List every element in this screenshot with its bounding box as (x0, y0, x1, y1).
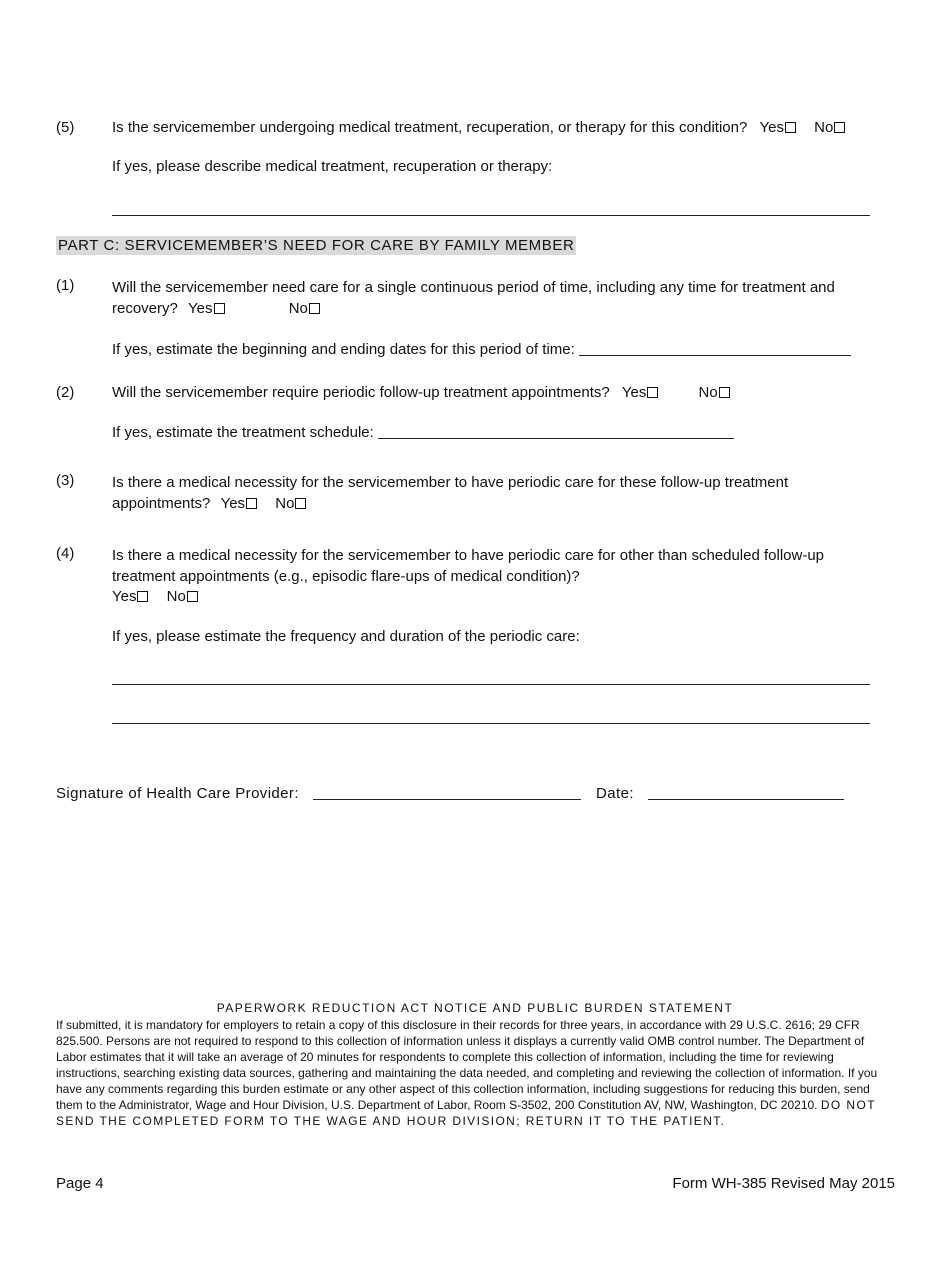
notice-text (56, 1017, 891, 1129)
q3-no[interactable] (275, 493, 306, 514)
q2-question-row (112, 384, 730, 401)
q2-schedule-line[interactable] (378, 438, 734, 439)
notice-body: If submitted, it is mandatory for employers to retain a copy of this disclosure in their records for three years, in accordance with 29 U.S.C. 2616; 29 CFR 825.500. Persons are not required to respond to this collection of information unless it displays a currently valid OMB control number. The Department of Labor estimates that it will take an average of 20 minutes for respondents to complete this collection of information, including the time for reviewing instructions, searching existing data sources, gathering and maintaining the data needed, and completing and reviewing the collection of information. If you have any comments regarding this burden estimate or any other aspect of this collection information, including suggestions for reducing this burden, send them to the Administrator, Wage and Hour Division, U.S. Department of Labor, Room S-3502, 200 Constitution AV, NW, Washington, DC 20210. (56, 1018, 878, 1112)
q3-number: (3) (56, 472, 75, 489)
no-checkbox[interactable] (187, 591, 198, 602)
q4-followup: If yes, please estimate the frequency and duration of the periodic care: (112, 628, 580, 645)
q2-number: (2) (56, 384, 75, 401)
item-5-question-row (112, 119, 845, 136)
q4-no[interactable] (167, 588, 198, 605)
no-checkbox[interactable] (834, 122, 845, 133)
item-5-answer-line[interactable] (112, 215, 870, 216)
yes-checkbox[interactable] (137, 591, 148, 602)
no-label: No (275, 495, 295, 512)
q2-followup-row (112, 424, 734, 441)
item-5-no[interactable] (814, 119, 845, 136)
notice-caps: DO NOT SEND THE COMPLETED FORM TO THE WAGE AND HOUR DIVISION; RETURN IT TO THE PATIENT. (56, 1098, 876, 1128)
q3-question-block (112, 472, 822, 514)
q4-yes[interactable] (112, 588, 148, 605)
q1-no[interactable] (289, 298, 320, 319)
q4-options (112, 588, 198, 605)
yes-checkbox[interactable] (246, 498, 257, 509)
q1-yes[interactable] (188, 298, 224, 319)
yes-label: Yes (188, 300, 213, 317)
form-id: Form WH-385 Revised May 2015 (672, 1175, 895, 1192)
q4-answer-line-1[interactable] (112, 684, 870, 685)
signature-label: Signature of Health Care Provider: (56, 785, 299, 802)
yes-checkbox[interactable] (647, 387, 658, 398)
q1-dates-line[interactable] (579, 355, 851, 356)
q1-number: (1) (56, 277, 75, 294)
q1-question: Will the servicemember need care for a single continuous period of time, including any time for treatment and recovery? (112, 279, 835, 317)
yes-checkbox[interactable] (214, 303, 225, 314)
yes-label: Yes (621, 384, 647, 401)
no-label: No (814, 119, 834, 136)
no-label: No (698, 384, 718, 401)
item-5-yes[interactable] (760, 119, 796, 136)
date-line[interactable] (648, 799, 844, 800)
no-label: No (288, 300, 308, 317)
q4-number: (4) (56, 545, 75, 562)
page-number: Page 4 (56, 1175, 104, 1192)
signature-row (56, 785, 844, 802)
q3-yes[interactable] (221, 493, 257, 514)
notice-title: PAPERWORK REDUCTION ACT NOTICE AND PUBLIC BURDEN STATEMENT (216, 1001, 734, 1015)
yes-label: Yes (759, 119, 784, 136)
part-c-heading: PART C: SERVICEMEMBER’S NEED FOR CARE BY FAMILY MEMBER (58, 237, 575, 254)
item-5-question: Is the servicemember undergoing medical treatment, recuperation, or therapy for this condition? (112, 119, 748, 136)
date-label: Date: (596, 785, 634, 802)
no-label: No (166, 588, 186, 605)
q4-answer-line-2[interactable] (112, 723, 870, 724)
no-checkbox[interactable] (309, 303, 320, 314)
q1-followup: If yes, estimate the beginning and ending dates for this period of time: (112, 341, 575, 358)
item-5-number: (5) (56, 119, 75, 136)
yes-label: Yes (112, 588, 137, 605)
no-checkbox[interactable] (719, 387, 730, 398)
q2-question: Will the servicemember require periodic follow-up treatment appointments? (112, 384, 610, 401)
item-5-followup: If yes, please describe medical treatment, recuperation or therapy: (112, 158, 553, 175)
yes-checkbox[interactable] (785, 122, 796, 133)
yes-label: Yes (220, 495, 246, 512)
q2-followup: If yes, estimate the treatment schedule: (112, 424, 374, 441)
q2-no[interactable] (699, 384, 730, 401)
no-checkbox[interactable] (295, 498, 306, 509)
q3-question: Is there a medical necessity for the servicemember to have periodic care for these follow-up treatment appointments? (112, 474, 789, 512)
q1-question-block (112, 277, 872, 319)
q2-yes[interactable] (622, 384, 658, 401)
q1-followup-row (112, 341, 851, 358)
signature-line[interactable] (313, 799, 581, 800)
q4-question: Is there a medical necessity for the servicemember to have periodic care for other than scheduled follow-up treatment appointments (e.g., episodic flare-ups of medical condition)? (112, 547, 825, 585)
